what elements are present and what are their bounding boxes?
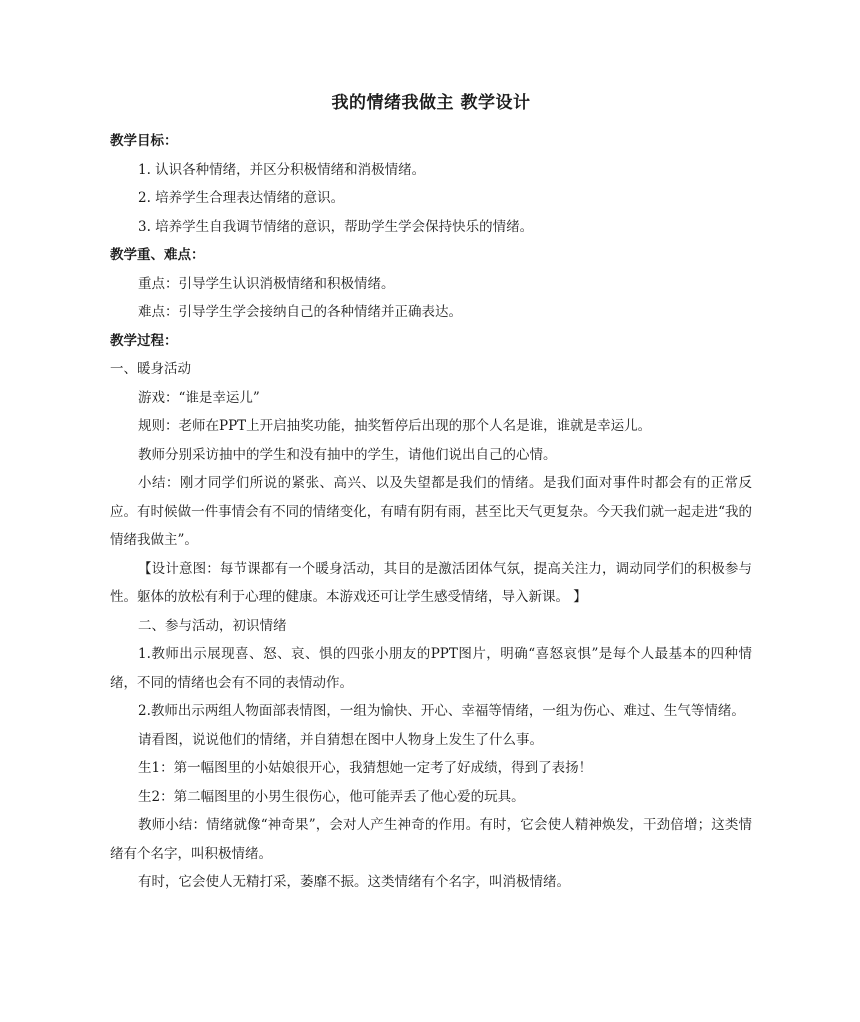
section2-heading: 二、参与活动，初识情绪 [138, 617, 287, 634]
process-heading: 教学过程： [110, 332, 178, 349]
key-point-difficulty: 难点：引导学生学会接纳自己的各种情绪并正确表达。 [138, 304, 462, 320]
section2-student2: 生2：第二幅图里的小男生很伤心，他可能弄丢了他心爱的玩具。 [138, 788, 525, 805]
section1-game: 游戏：“谁是幸运儿” [138, 389, 260, 406]
key-points-heading: 教学重、难点： [110, 247, 205, 263]
section2-student1: 生1：第一幅图里的小姑娘很开心，我猜想她一定考了好成绩，得到了表扬！ [138, 760, 593, 776]
goals-heading: 教学目标： [110, 133, 178, 149]
section2-step2: 2.教师出示两组人物面部表情图，一组为愉快、开心、幸福等情绪，一组为伤心、难过、生气等情绪。 [138, 703, 745, 719]
goal-item: 2. 培养学生合理表达情绪的意识。 [138, 190, 345, 206]
section2-negative: 有时，它会使人无精打采，萎靡不振。这类情绪有个名字，叫消极情绪。 [138, 874, 570, 890]
section1-heading: 一、暖身活动 [110, 361, 191, 377]
section2-teacher-summary: 教师小结：情绪就像“神奇果”，会对人产生神奇的作用。有时，它会使人精神焕发，干劲倍增；这类情绪有个名字，叫积极情绪。 [110, 817, 752, 862]
section1-intent: 【设计意图：每节课都有一个暖身活动，其目的是激活团体气氛，提高关注力，调动同学们的积极参与性。躯体的放松有利于心理的健康。本游戏还可让学生感受情绪，导入新课。 】 [110, 560, 752, 605]
section2-prompt: 请看图，说说他们的情绪，并自猜想在图中人物身上发生了什么事。 [138, 731, 543, 748]
section2-step1: 1.教师出示展现喜、怒、哀、惧的四张小朋友的PPT图片，明确“喜怒哀惧”是每个人最基本的四种情绪，不同的情绪也会有不同的表情动作。 [110, 646, 752, 691]
goal-item: 1. 认识各种情绪，并区分积极情绪和消极情绪。 [138, 161, 426, 178]
goal-item: 3. 培养学生自我调节情绪的意识，帮助学生学会保持快乐的情绪。 [138, 218, 534, 235]
document-page [110, 88, 752, 897]
document-title: 我的情绪我做主 教学设计 [331, 93, 531, 113]
section1-rules: 规则：老师在PPT上开启抽奖功能，抽奖暂停后出现的那个人名是谁，谁就是幸运儿。 [138, 418, 652, 434]
section1-interview: 教师分别采访抽中的学生和没有抽中的学生，请他们说出自己的心情。 [138, 446, 557, 463]
section1-summary: 小结：刚才同学们所说的紧张、高兴、以及失望都是我们的情绪。是我们面对事件时都会有的正常反应。有时候做一件事情会有不同的情绪变化，有晴有阴有雨，甚至比天气更复杂。今天我们就一起走进“我的情绪我做主”。 [110, 475, 752, 548]
key-point-focus: 重点：引导学生认识消极情绪和积极情绪。 [138, 275, 395, 292]
